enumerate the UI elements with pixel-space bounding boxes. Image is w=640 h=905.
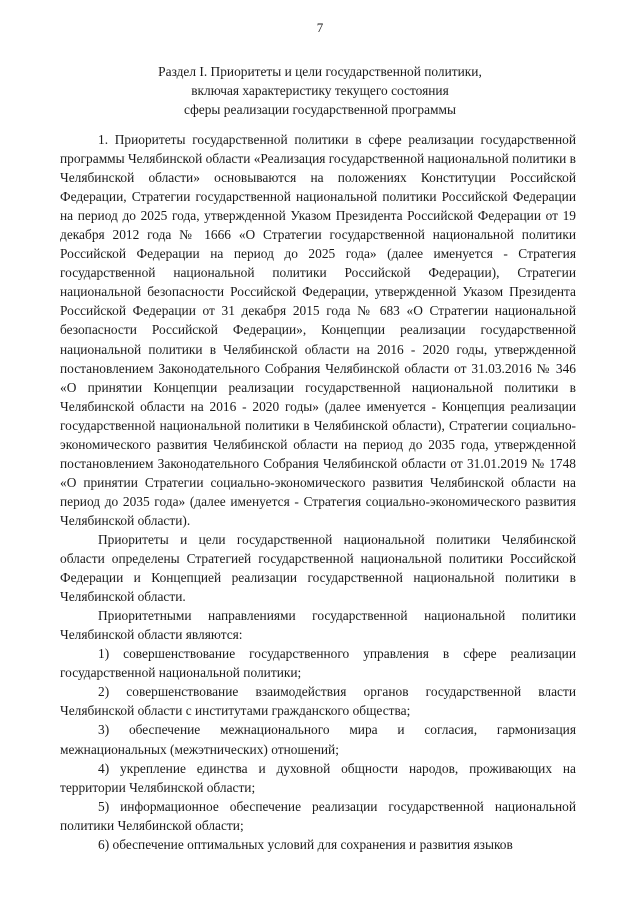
page-number: 7 (316, 20, 324, 35)
list-item-5: 5) информационное обеспечение реализации государственной национальной политики Челябинской области; (60, 798, 576, 833)
section-heading-line-2: включая характеристику текущего состояния (191, 83, 449, 98)
section-heading-line-1: Раздел I. Приоритеты и цели государственной политики, (158, 64, 482, 79)
paragraph-priorities-goals: Приоритеты и цели государственной национальной политики Челябинской области определены Стратегией государственной национальной политики Российской Федерации и Концепцией реализации государственной национальной политики в Челябинской области. (60, 531, 576, 605)
list-item-1: 1) совершенствование государственного управления в сфере реализации государственной национальной политики; (60, 646, 576, 681)
list-item-3: 3) обеспечение межнационального мира и согласия, гармонизация межнациональных (межэтнических) отношений; (60, 722, 576, 757)
section-heading (60, 62, 580, 119)
paragraph-priorities-basis: 1. Приоритеты государственной политики в сфере реализации государственной программы Челябинской области «Реализация государственной национальной политики в Челябинской области» основываются на положениях Конституции Российской Федерации, Стратегии государственной национальной политики Российской Федерации на период до 2025 года, утвержденной Указом Президента Российской Федерации от 19 декабря 2012 года № 1666 «О Стратегии государственной национальной политики Российской Федерации на период до 2025 года» (далее именуется - Стратегия государственной национальной политики Российской Федерации), Стратегии национальной безопасности Российской Федерации, утвержденной Указом Президента Российской Федерации от 31 декабря 2015 года № 683 «О Стратегии национальной безопасности Российской Федерации», Концепции реализации государственной национальной политики в Челябинской области на 2016 - 2020 годы, утвержденной постановлением Законодательного Собрания Челябинской области от 31.03.2016 № 346 «О принятии Концепции реализации государственной национальной политики в Челябинской области на 2016 - 2020 годы» (далее именуется - Концепция реализации государственной национальной политики в Челябинской области), Стратегии социально-экономического развития Челябинской области на период до 2035 года, утвержденной постановлением Законодательного Собрания Челябинской области от 31.01.2019 № 1748 «О принятии Стратегии социально-экономического развития Челябинской области на период до 2035 года» (далее именуется - Стратегия социально-экономического развития Челябинской области). (60, 132, 576, 528)
list-item-4: 4) укрепление единства и духовной общности народов, проживающих на территории Челябинской области; (60, 760, 576, 795)
document-body (60, 130, 576, 854)
section-heading-line-3: сферы реализации государственной программы (184, 102, 456, 117)
list-item-6: 6) обеспечение оптимальных условий для сохранения и развития языков (98, 836, 513, 852)
list-item-2: 2) совершенствование взаимодействия органов государственной власти Челябинской области с институтами гражданского общества; (60, 684, 576, 719)
paragraph-priority-directions-intro: Приоритетными направлениями государственной национальной политики Челябинской области являются: (60, 608, 576, 643)
